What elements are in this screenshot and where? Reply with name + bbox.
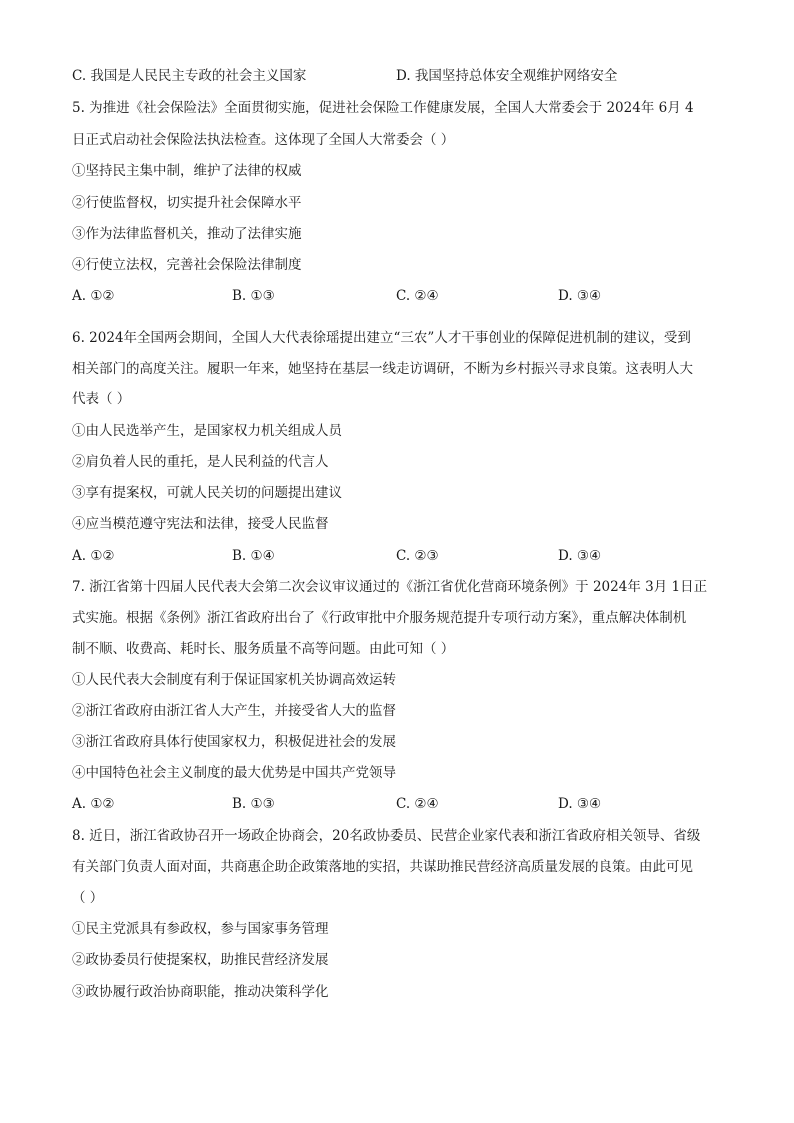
q7-stem-line3: 制不顺、收费高、耗时长、服务质量不高等问题。由此可知（ ） [72, 641, 455, 657]
q6-stem-line3: 代表（ ） [72, 391, 131, 407]
q7-stem-line2: 式实施。根据《条例》浙江省政府出台了《行政审批中介服务规范提升专项行动方案》，重点解决体制机 [72, 610, 687, 626]
q6-option-a: A. ①② [72, 548, 115, 564]
q7-item-4: ④中国特色社会主义制度的最大优势是中国共产党领导 [72, 765, 396, 781]
q8-stem-line3: （ ） [72, 890, 104, 906]
q7-stem-line1: 7. 浙江省第十四届人民代表大会第二次会议审议通过的《浙江省优化营商环境条例》于 2024年 3月 1日正 [72, 579, 708, 595]
option-c: C. 我国是人民民主专政的社会主义国家 [72, 68, 307, 84]
q6-item-4: ④应当模范遵守宪法和法律，接受人民监督 [72, 516, 329, 532]
q6-option-d: D. ③④ [558, 548, 602, 564]
q6-options [72, 546, 732, 566]
q5-stem-line1: 5. 为推进《社会保险法》全面贯彻实施，促进社会保险工作健康发展，全国人大常委会于 2024年 6月 4 [72, 100, 694, 116]
q8-item-1: ①民主党派具有参政权，参与国家事务管理 [72, 921, 329, 937]
q8-stem-line1: 8. 近日，浙江省政协召开一场政企协商会，20名政协委员、民营企业家代表和浙江省政府相关领导、省级 [72, 828, 701, 844]
q7-option-b: B. ①③ [232, 796, 275, 812]
q8-item-2: ②政协委员行使提案权，助推民营经济发展 [72, 952, 329, 968]
q8-item-3: ③政协履行政治协商职能，推动决策科学化 [72, 984, 329, 1000]
q7-option-a: A. ①② [72, 796, 115, 812]
q5-item-3: ③作为法律监督机关，推动了法律实施 [72, 226, 302, 242]
q8-stem-line2: 有关部门负责人面对面，共商惠企助企政策落地的实招，共谋助推民营经济高质量发展的良策。由此可见 [72, 859, 693, 875]
q5-option-c: C. ②④ [396, 288, 439, 304]
q5-option-b: B. ①③ [232, 288, 275, 304]
q6-option-c: C. ②③ [396, 548, 439, 564]
q7-option-c: C. ②④ [396, 796, 439, 812]
q7-item-2: ②浙江省政府由浙江省人大产生，并接受省人大的监督 [72, 703, 396, 719]
q6-item-3: ③享有提案权，可就人民关切的问题提出建议 [72, 485, 342, 501]
q5-stem-line2: 日正式启动社会保险法执法检查。这体现了全国人大常委会（ ） [72, 132, 455, 148]
q5-option-d: D. ③④ [558, 288, 602, 304]
q7-options [72, 794, 732, 814]
q6-stem-line1: 6. 2024年全国两会期间，全国人大代表徐瑶提出建立“三农”人才干事创业的保障促进机制的建议，受到 [72, 330, 691, 346]
q6-option-b: B. ①④ [232, 548, 275, 564]
q6-item-1: ①由人民选举产生，是国家权力机关组成人员 [72, 423, 342, 439]
top-options-row [72, 66, 732, 86]
q7-item-1: ①人民代表大会制度有利于保证国家机关协调高效运转 [72, 672, 396, 688]
q5-options [72, 286, 732, 306]
q5-item-1: ①坚持民主集中制，维护了法律的权威 [72, 163, 302, 179]
q6-item-2: ②肩负着人民的重托，是人民利益的代言人 [72, 454, 329, 470]
option-d: D. 我国坚持总体安全观维护网络安全 [396, 68, 618, 84]
q7-option-d: D. ③④ [558, 796, 602, 812]
q5-option-a: A. ①② [72, 288, 115, 304]
q5-item-4: ④行使立法权，完善社会保险法律制度 [72, 257, 302, 273]
q7-item-3: ③浙江省政府具体行使国家权力，积极促进社会的发展 [72, 734, 396, 750]
q5-item-2: ②行使监督权，切实提升社会保障水平 [72, 195, 302, 211]
q6-stem-line2: 相关部门的高度关注。履职一年来，她坚持在基层一线走访调研，不断为乡村振兴寻求良策。这表明人大 [72, 361, 693, 377]
